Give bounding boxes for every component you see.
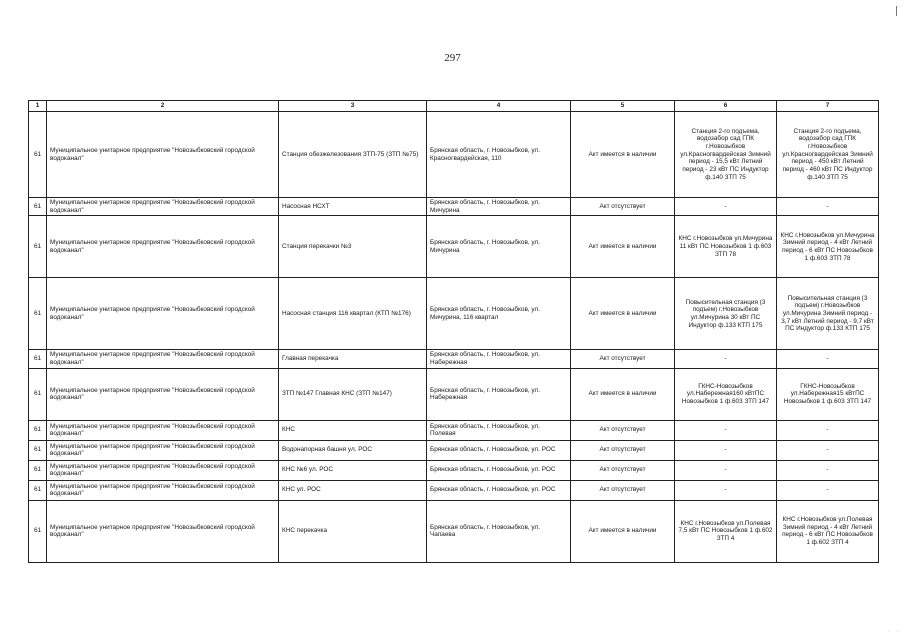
- column-header: 6: [675, 101, 777, 112]
- row-number-cell: 61: [29, 500, 47, 562]
- address-cell: Брянская область, г. Новозыбков, ул. РОС: [427, 440, 571, 460]
- power-info-cell: Повысительная станция (3 подъем) г.Новозыбков ул.Мичурина 30 кВт ПС Индуктор ф.133 КТП 175: [675, 278, 777, 350]
- table-row: [29, 368, 879, 420]
- table-row: [29, 500, 879, 562]
- power-info-cell: -: [777, 350, 879, 368]
- power-info-cell: -: [777, 440, 879, 460]
- power-info-cell: -: [777, 460, 879, 480]
- power-info-cell: ГКНС-Новозыбков ул.Набережная15 кВтПС Новозыбков 1 ф.603 ЗТП 147: [777, 368, 879, 420]
- registry-table: [28, 100, 879, 563]
- act-status-cell: Акт отсутствует: [571, 420, 675, 440]
- act-status-cell: Акт имеется в наличии: [571, 278, 675, 350]
- row-number-cell: 61: [29, 420, 47, 440]
- row-number-cell: 61: [29, 112, 47, 198]
- power-info-cell: -: [675, 480, 777, 500]
- act-status-cell: Акт отсутствует: [571, 198, 675, 216]
- act-status-cell: Акт имеется в наличии: [571, 500, 675, 562]
- power-info-cell: -: [675, 420, 777, 440]
- organization-cell: Муниципальное унитарное предприятие "Новозыбковский городской водоканал": [47, 500, 279, 562]
- address-cell: Брянская область, г. Новозыбков, ул. Набережная: [427, 368, 571, 420]
- column-header: 7: [777, 101, 879, 112]
- power-info-cell: Станция 2-го подъема, водозабор сад ГПК г.Новозыбков ул.Красногвардейская Зимний период - 450 кВт Летний период - 460 кВт ПС Индуктор ф.140 ЗТП 75: [777, 112, 879, 198]
- column-header: 1: [29, 101, 47, 112]
- organization-cell: Муниципальное унитарное предприятие "Новозыбковский городской водоканал": [47, 420, 279, 440]
- facility-cell: КНС №6 ул. РОС: [279, 460, 427, 480]
- address-cell: Брянская область, г. Новозыбков, ул. Чапаева: [427, 500, 571, 562]
- power-info-cell: КНС г.Новозыбков ул.Мичурина 11 кВт ПС Новозыбков 1 ф.603 ЗТП 78: [675, 216, 777, 278]
- organization-cell: Муниципальное унитарное предприятие "Новозыбковский городской водоканал": [47, 350, 279, 368]
- act-status-cell: Акт имеется в наличии: [571, 112, 675, 198]
- row-number-cell: 61: [29, 198, 47, 216]
- row-number-cell: 61: [29, 216, 47, 278]
- organization-cell: Муниципальное унитарное предприятие "Новозыбковский городской водоканал": [47, 440, 279, 460]
- power-info-cell: КНС г.Новозыбков ул.Мичурина Зимний период - 4 кВт Летний период - 6 кВт ПС Новозыбков 1 ф.603 ЗТП 78: [777, 216, 879, 278]
- organization-cell: Муниципальное унитарное предприятие "Новозыбковский городской водоканал": [47, 198, 279, 216]
- table-row: [29, 216, 879, 278]
- address-cell: Брянская область, г. Новозыбков, ул. Набережная: [427, 350, 571, 368]
- table-row: [29, 460, 879, 480]
- table-row: [29, 112, 879, 198]
- power-info-cell: -: [675, 440, 777, 460]
- column-header: 3: [279, 101, 427, 112]
- power-info-cell: Станция 2-го подъема, водозабор сад ГПК г.Новозыбков ул.Красногвардейская Зимний период - 15,5 кВт Летний период - 23 кВт ПС Индуктор ф.140 ЗТП 75: [675, 112, 777, 198]
- power-info-cell: КНС г.Новозыбков ул.Полевая 7,5 кВт ПС Новозыбков 1 ф.602 ЗТП 4: [675, 500, 777, 562]
- organization-cell: Муниципальное унитарное предприятие "Новозыбковский городской водоканал": [47, 278, 279, 350]
- power-info-cell: Повысительная станция (3 подъем) г.Новозыбков ул.Мичурина Зимний период - 3,7 кВт Летний период - 9,7 кВт ПС Индуктор ф.133 КТП 175: [777, 278, 879, 350]
- row-number-cell: 61: [29, 368, 47, 420]
- column-header: 5: [571, 101, 675, 112]
- facility-cell: Главная перекачка: [279, 350, 427, 368]
- column-header: 2: [47, 101, 279, 112]
- table-row: [29, 440, 879, 460]
- column-header: 4: [427, 101, 571, 112]
- organization-cell: Муниципальное унитарное предприятие "Новозыбковский городской водоканал": [47, 460, 279, 480]
- header-row: [29, 101, 879, 112]
- scan-corner-dots: · ·: [888, 628, 901, 635]
- address-cell: Брянская область, г. Новозыбков, ул. Полевая: [427, 420, 571, 440]
- power-info-cell: -: [675, 460, 777, 480]
- table-row: [29, 198, 879, 216]
- act-status-cell: Акт имеется в наличии: [571, 368, 675, 420]
- facility-cell: Водонапорная башня ул. РОС: [279, 440, 427, 460]
- row-number-cell: 61: [29, 350, 47, 368]
- facility-cell: ЗТП №147 Главная КНС (ЗТП №147): [279, 368, 427, 420]
- scan-margin-mark: [896, 6, 897, 16]
- power-info-cell: -: [777, 480, 879, 500]
- address-cell: Брянская область, г. Новозыбков, ул. РОС: [427, 480, 571, 500]
- facility-cell: Станция перекачки №3: [279, 216, 427, 278]
- address-cell: Брянская область, г. Новозыбков, ул. Мичурина: [427, 216, 571, 278]
- page-number: 297: [444, 52, 461, 64]
- table-row: [29, 350, 879, 368]
- table-row: [29, 278, 879, 350]
- address-cell: Брянская область, г. Новозыбков, ул. РОС: [427, 460, 571, 480]
- facility-cell: КНС: [279, 420, 427, 440]
- act-status-cell: Акт отсутствует: [571, 440, 675, 460]
- facility-cell: Насосная станция 116 квартал (КТП №176): [279, 278, 427, 350]
- organization-cell: Муниципальное унитарное предприятие "Новозыбковский городской водоканал": [47, 216, 279, 278]
- organization-cell: Муниципальное унитарное предприятие "Новозыбковский городской водоканал": [47, 368, 279, 420]
- row-number-cell: 61: [29, 278, 47, 350]
- facility-cell: КНС ул. РОС: [279, 480, 427, 500]
- address-cell: Брянская область, г. Новозыбков, ул. Мичурина: [427, 198, 571, 216]
- organization-cell: Муниципальное унитарное предприятие "Новозыбковский городской водоканал": [47, 480, 279, 500]
- power-info-cell: -: [777, 198, 879, 216]
- power-info-cell: КНС г.Новозыбков ул.Полевая Зимний период - 4 кВт Летний период - 6 кВт ПС Новозыбков 1 ф.602 ЗТП 4: [777, 500, 879, 562]
- act-status-cell: Акт отсутствует: [571, 350, 675, 368]
- facility-cell: Насосная НСХТ: [279, 198, 427, 216]
- power-info-cell: ГКНС-Новозыбков ул.Набережная160 кВтПС Новозыбков 1 ф.603 ЗТП 147: [675, 368, 777, 420]
- address-cell: Брянская область, г. Новозыбков, ул. Мичурина, 116 квартал: [427, 278, 571, 350]
- power-info-cell: -: [675, 198, 777, 216]
- act-status-cell: Акт отсутствует: [571, 480, 675, 500]
- power-info-cell: -: [675, 350, 777, 368]
- act-status-cell: Акт отсутствует: [571, 460, 675, 480]
- row-number-cell: 61: [29, 460, 47, 480]
- power-info-cell: -: [777, 420, 879, 440]
- act-status-cell: Акт имеется в наличии: [571, 216, 675, 278]
- row-number-cell: 61: [29, 440, 47, 460]
- facility-cell: КНС перекачка: [279, 500, 427, 562]
- table-row: [29, 420, 879, 440]
- row-number-cell: 61: [29, 480, 47, 500]
- facility-cell: Станция обезжелезования ЗТП-75 (ЗТП №75): [279, 112, 427, 198]
- address-cell: Брянская область, г. Новозыбков, ул. Красногвардейская, 110: [427, 112, 571, 198]
- organization-cell: Муниципальное унитарное предприятие "Новозыбковский городской водоканал": [47, 112, 279, 198]
- table-row: [29, 480, 879, 500]
